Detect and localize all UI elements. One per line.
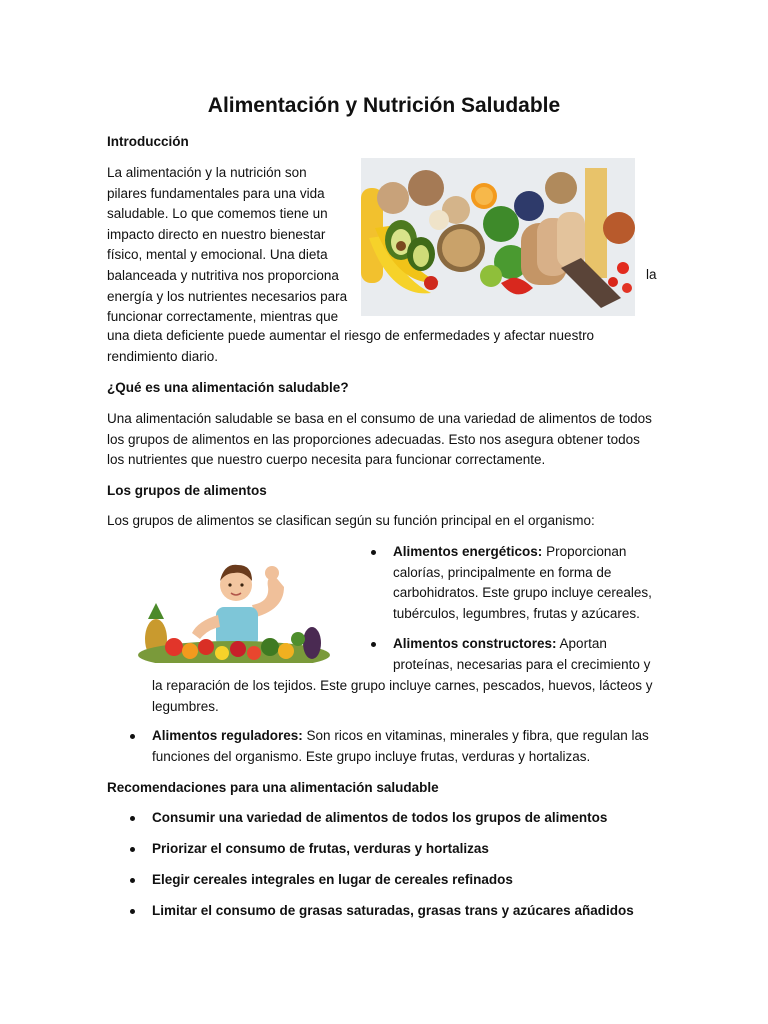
intro-inline-word: la	[646, 267, 657, 282]
recommendation-item: Elegir cereales integrales en lugar de cereales refinados	[152, 870, 692, 891]
constructores-line: la reparación de los tejidos. Este grupo incluye carnes, pescados, huevos, lácteos y	[152, 678, 653, 693]
recommendations-list	[152, 808, 692, 922]
list-item-reguladores	[152, 726, 672, 767]
groups-intro: Los grupos de alimentos se clasifican según su función principal en el organismo:	[107, 513, 595, 528]
energeticos-line: tubérculos, legumbres, frutas y azúcares.	[393, 605, 640, 621]
energeticos-label: Alimentos energéticos:	[393, 544, 543, 559]
recommendation-item: Priorizar el consumo de frutas, verduras y hortalizas	[152, 839, 692, 860]
reguladores-line2: funciones del organismo. Este grupo incluye frutas, verduras y hortalizas.	[152, 748, 591, 764]
intro-line: físico, mental y emocional. Una dieta	[107, 247, 328, 263]
healthy-food-image	[361, 158, 635, 316]
intro-tail-line: rendimiento diario.	[107, 348, 219, 364]
intro-paragraph-tail	[107, 326, 667, 367]
intro-line: energía y los nutrientes necesarios para	[107, 288, 348, 304]
constructores-label: Alimentos constructores:	[393, 636, 557, 652]
constructores-line: legumbres.	[152, 698, 219, 714]
constructores-continuation	[152, 676, 672, 717]
intro-line: funcionar correctamente, mientras que	[107, 309, 339, 325]
groups-heading: Los grupos de alimentos	[107, 483, 267, 498]
document-title: Alimentación y Nutrición Saludable	[207, 94, 561, 117]
what-is-paragraph	[107, 409, 667, 471]
what-is-heading: ¿Qué es una alimentación saludable?	[107, 380, 349, 395]
intro-line: balanceada y nutritiva nos proporciona	[107, 267, 339, 283]
list-item-constructores	[393, 634, 673, 675]
reguladores-line1: Son ricos en vitaminas, minerales y fibra, que regulan las	[306, 728, 649, 743]
intro-line: impacto directo en nuestro bienestar	[107, 226, 326, 242]
recommendation-item: Consumir una variedad de alimentos de todos los grupos de alimentos	[152, 808, 692, 829]
list-item-energeticos	[393, 542, 673, 624]
reguladores-label: Alimentos reguladores:	[152, 728, 303, 743]
constructores-line2: proteínas, necesarias para el crecimiento y	[393, 656, 651, 672]
constructores-line1: Aportan	[559, 636, 607, 652]
groups-list-bottom	[152, 726, 672, 767]
recommendations-heading: Recomendaciones para una alimentación saludable	[107, 780, 439, 795]
intro-paragraph	[107, 163, 357, 328]
recommendation-item: Limitar el consumo de grasas saturadas, grasas trans y azúcares añadidos	[152, 901, 692, 922]
energeticos-line: carbohidratos. Este grupo incluye cereales,	[393, 585, 652, 601]
intro-line: saludable. Lo que comemos tiene un	[107, 206, 328, 222]
intro-heading: Introducción	[107, 134, 189, 149]
energeticos-line: calorías, principalmente en forma de	[393, 564, 612, 580]
what-is-line: los grupos de alimentos en las proporciones adecuadas. Esto nos asegura obtener todos	[107, 431, 640, 447]
what-is-line: Una alimentación saludable se basa en el consumo de una variedad de alimentos de todos	[107, 411, 652, 426]
intro-line: La alimentación y la nutrición son	[107, 165, 307, 180]
energeticos-line1: Proporcionan	[546, 544, 627, 559]
what-is-line: los nutrientes que nuestro cuerpo necesita para funcionar correctamente.	[107, 452, 546, 468]
child-with-vegetables-image	[134, 547, 330, 663]
intro-line: pilares fundamentales para una vida	[107, 185, 325, 201]
intro-tail-line: una dieta deficiente puede aumentar el riesgo de enfermedades y afectar nuestro	[107, 328, 595, 343]
groups-list-right	[393, 542, 673, 676]
